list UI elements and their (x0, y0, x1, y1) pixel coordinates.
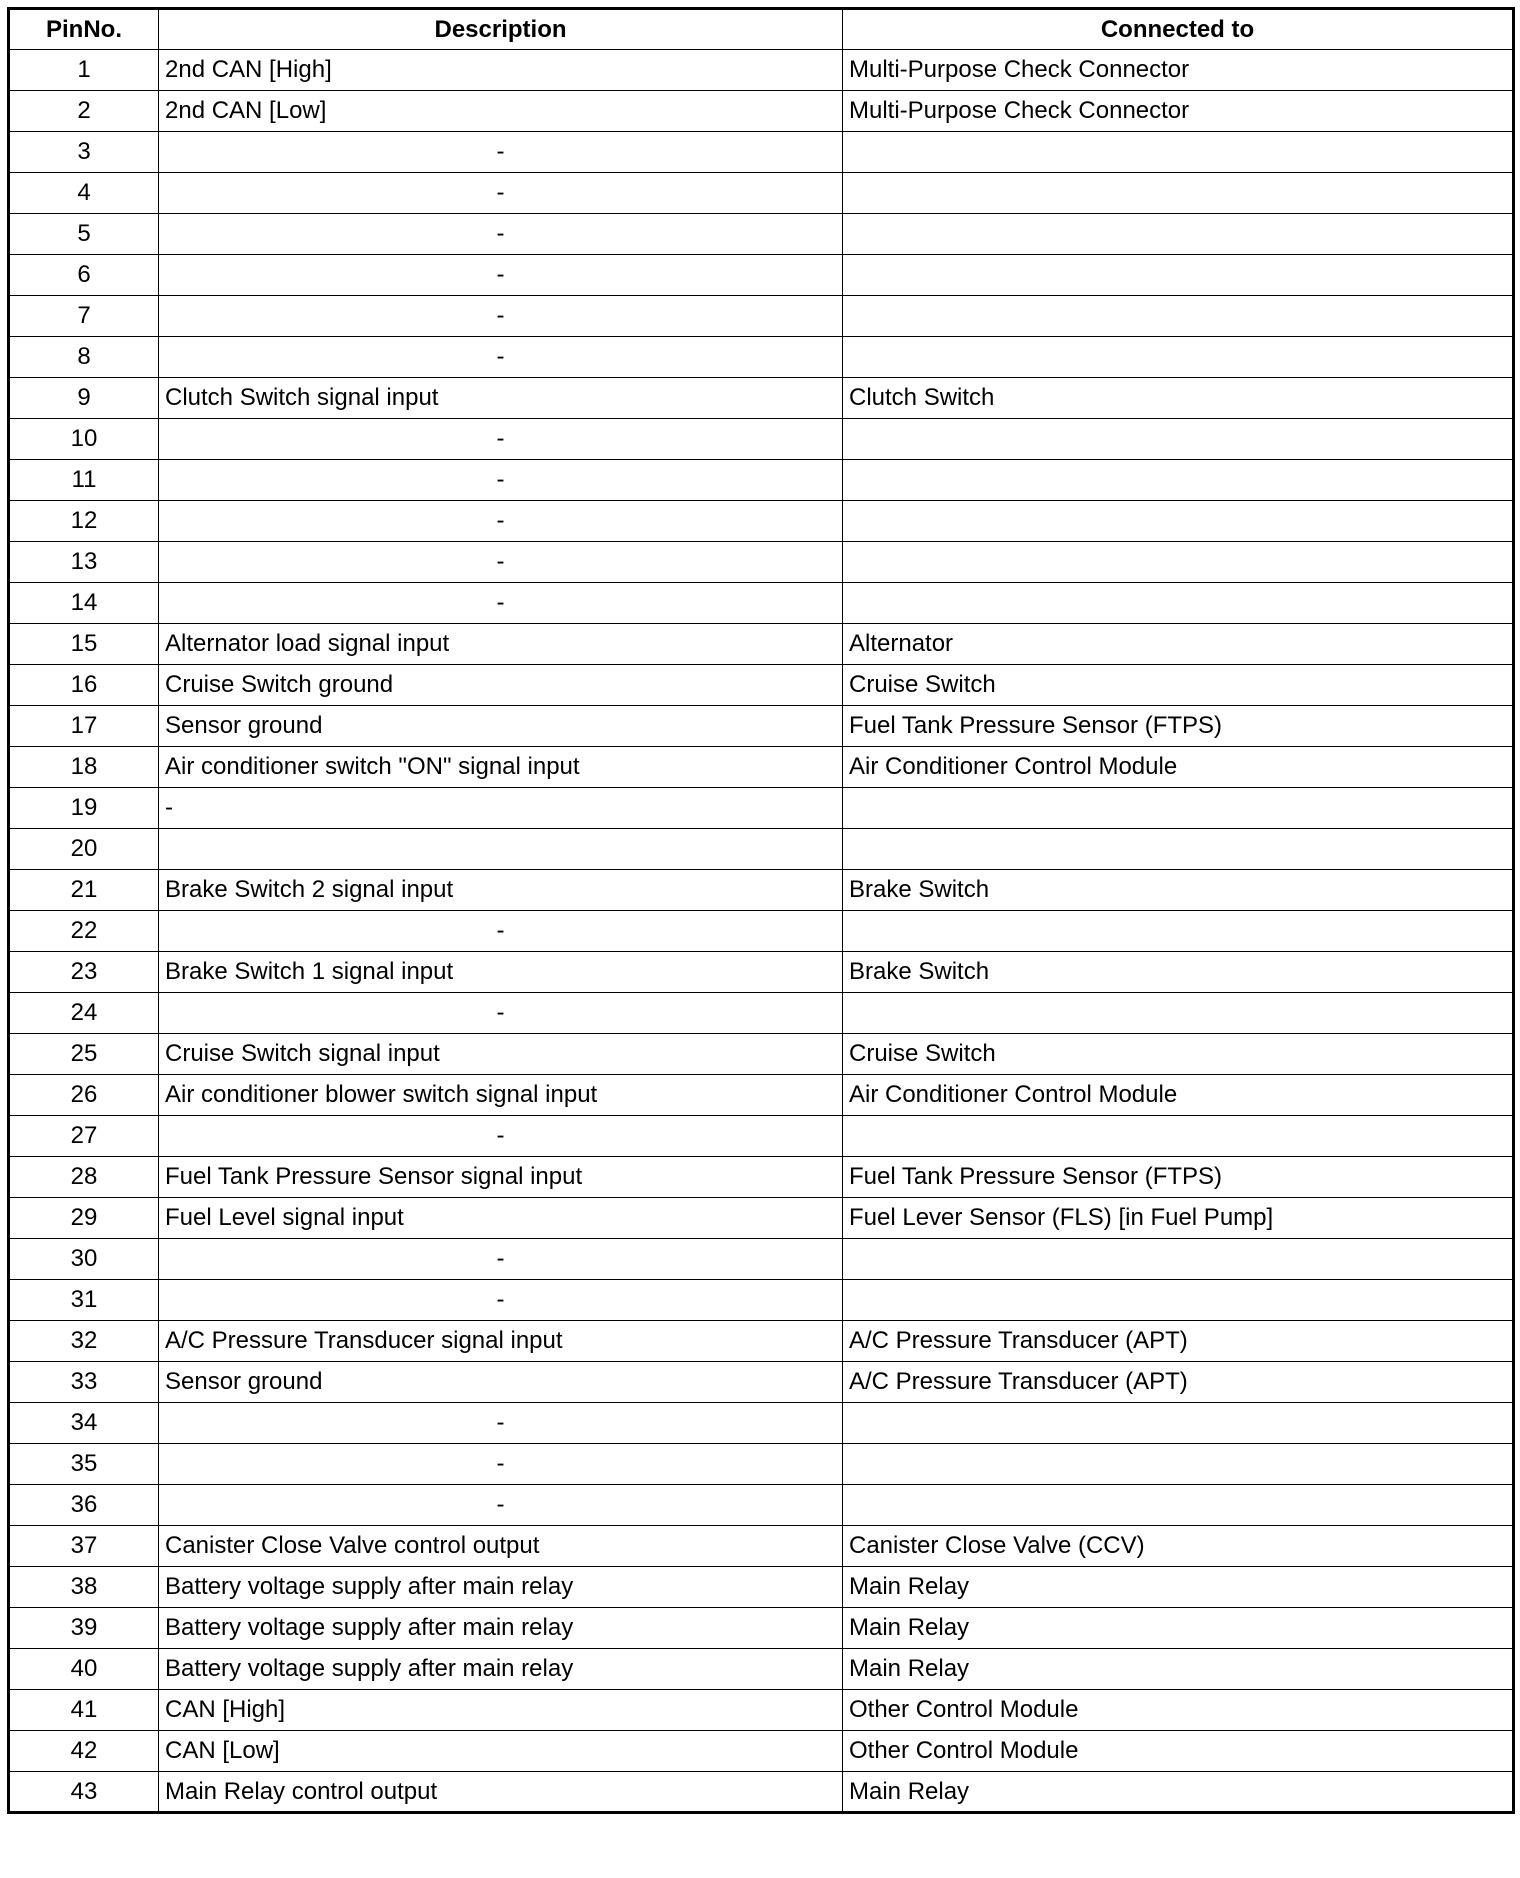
description-cell: - (159, 1116, 843, 1157)
pin-number-cell: 19 (9, 788, 159, 829)
description-cell: - (159, 132, 843, 173)
connected-to-cell: Cruise Switch (843, 1034, 1514, 1075)
table-row (9, 1649, 1514, 1690)
pin-number-cell: 24 (9, 993, 159, 1034)
pin-number-cell: 26 (9, 1075, 159, 1116)
pin-number-cell: 41 (9, 1690, 159, 1731)
connected-to-cell (843, 501, 1514, 542)
table-row (9, 1239, 1514, 1280)
pin-number-cell: 43 (9, 1772, 159, 1813)
connected-to-cell (843, 214, 1514, 255)
description-cell: - (159, 460, 843, 501)
pin-table-sheet (7, 7, 1512, 1814)
description-cell: 2nd CAN [High] (159, 50, 843, 91)
connected-to-cell (843, 788, 1514, 829)
pin-number-cell: 37 (9, 1526, 159, 1567)
pin-number-cell: 29 (9, 1198, 159, 1239)
pin-number-cell: 17 (9, 706, 159, 747)
description-cell: Clutch Switch signal input (159, 378, 843, 419)
pin-number-cell: 38 (9, 1567, 159, 1608)
description-cell: - (159, 1403, 843, 1444)
table-row (9, 1362, 1514, 1403)
pin-number-cell: 3 (9, 132, 159, 173)
header-connected-to: Connected to (843, 9, 1514, 50)
pin-number-cell: 39 (9, 1608, 159, 1649)
connected-to-cell: Other Control Module (843, 1731, 1514, 1772)
description-cell: - (159, 788, 843, 829)
table-row (9, 378, 1514, 419)
table-row (9, 870, 1514, 911)
pin-number-cell: 2 (9, 91, 159, 132)
description-cell: Air conditioner switch "ON" signal input (159, 747, 843, 788)
description-cell: - (159, 337, 843, 378)
connected-to-cell: Brake Switch (843, 870, 1514, 911)
pin-number-cell: 30 (9, 1239, 159, 1280)
table-row (9, 1075, 1514, 1116)
description-cell: Canister Close Valve control output (159, 1526, 843, 1567)
connected-to-cell (843, 583, 1514, 624)
table-row (9, 1608, 1514, 1649)
pin-number-cell: 42 (9, 1731, 159, 1772)
table-row (9, 665, 1514, 706)
pin-number-cell: 16 (9, 665, 159, 706)
table-row (9, 1280, 1514, 1321)
connected-to-cell (843, 1444, 1514, 1485)
table-row (9, 583, 1514, 624)
pin-number-cell: 34 (9, 1403, 159, 1444)
description-cell: Sensor ground (159, 706, 843, 747)
table-row (9, 173, 1514, 214)
connected-to-cell (843, 460, 1514, 501)
description-cell: Cruise Switch ground (159, 665, 843, 706)
table-row (9, 1526, 1514, 1567)
pin-number-cell: 14 (9, 583, 159, 624)
table-header-row (9, 9, 1514, 50)
description-cell: Sensor ground (159, 1362, 843, 1403)
description-cell: - (159, 583, 843, 624)
table-row (9, 1731, 1514, 1772)
description-cell: Cruise Switch signal input (159, 1034, 843, 1075)
pin-number-cell: 27 (9, 1116, 159, 1157)
table-row (9, 1157, 1514, 1198)
connected-to-cell: Fuel Tank Pressure Sensor (FTPS) (843, 1157, 1514, 1198)
table-row (9, 1567, 1514, 1608)
pin-number-cell: 32 (9, 1321, 159, 1362)
pin-description-table (7, 7, 1515, 1814)
pin-number-cell: 6 (9, 255, 159, 296)
description-cell: - (159, 214, 843, 255)
pin-number-cell: 22 (9, 911, 159, 952)
connected-to-cell: Main Relay (843, 1772, 1514, 1813)
table-row (9, 952, 1514, 993)
description-cell: CAN [Low] (159, 1731, 843, 1772)
table-row (9, 1403, 1514, 1444)
pin-number-cell: 21 (9, 870, 159, 911)
connected-to-cell (843, 419, 1514, 460)
description-cell: - (159, 993, 843, 1034)
connected-to-cell: Air Conditioner Control Module (843, 1075, 1514, 1116)
description-cell: - (159, 1485, 843, 1526)
pin-number-cell: 25 (9, 1034, 159, 1075)
description-cell: - (159, 1239, 843, 1280)
connected-to-cell: Air Conditioner Control Module (843, 747, 1514, 788)
description-cell: Alternator load signal input (159, 624, 843, 665)
table-row (9, 1444, 1514, 1485)
description-cell: - (159, 173, 843, 214)
connected-to-cell: Main Relay (843, 1567, 1514, 1608)
pin-number-cell: 12 (9, 501, 159, 542)
table-row (9, 993, 1514, 1034)
pin-number-cell: 7 (9, 296, 159, 337)
connected-to-cell (843, 173, 1514, 214)
pin-number-cell: 13 (9, 542, 159, 583)
connected-to-cell: Brake Switch (843, 952, 1514, 993)
table-row (9, 747, 1514, 788)
table-row (9, 337, 1514, 378)
connected-to-cell: Other Control Module (843, 1690, 1514, 1731)
pin-number-cell: 9 (9, 378, 159, 419)
description-cell: - (159, 296, 843, 337)
table-row (9, 214, 1514, 255)
description-cell: - (159, 255, 843, 296)
pin-number-cell: 35 (9, 1444, 159, 1485)
header-description: Description (159, 9, 843, 50)
table-row (9, 419, 1514, 460)
table-row (9, 1198, 1514, 1239)
description-cell: CAN [High] (159, 1690, 843, 1731)
table-row (9, 706, 1514, 747)
connected-to-cell (843, 255, 1514, 296)
table-row (9, 1485, 1514, 1526)
description-cell: Battery voltage supply after main relay (159, 1608, 843, 1649)
table-row (9, 624, 1514, 665)
table-row (9, 50, 1514, 91)
connected-to-cell (843, 296, 1514, 337)
connected-to-cell (843, 1239, 1514, 1280)
connected-to-cell: Multi-Purpose Check Connector (843, 91, 1514, 132)
pin-number-cell: 23 (9, 952, 159, 993)
connected-to-cell (843, 1485, 1514, 1526)
description-cell: - (159, 1280, 843, 1321)
pin-number-cell: 1 (9, 50, 159, 91)
connected-to-cell: Fuel Tank Pressure Sensor (FTPS) (843, 706, 1514, 747)
description-cell: Brake Switch 2 signal input (159, 870, 843, 911)
pin-number-cell: 8 (9, 337, 159, 378)
pin-number-cell: 33 (9, 1362, 159, 1403)
table-row (9, 132, 1514, 173)
description-cell: 2nd CAN [Low] (159, 91, 843, 132)
description-cell: Battery voltage supply after main relay (159, 1649, 843, 1690)
connected-to-cell: Clutch Switch (843, 378, 1514, 419)
pin-number-cell: 40 (9, 1649, 159, 1690)
description-cell: Main Relay control output (159, 1772, 843, 1813)
connected-to-cell: A/C Pressure Transducer (APT) (843, 1321, 1514, 1362)
table-row (9, 501, 1514, 542)
connected-to-cell (843, 337, 1514, 378)
pin-number-cell: 5 (9, 214, 159, 255)
table-row (9, 255, 1514, 296)
pin-number-cell: 36 (9, 1485, 159, 1526)
connected-to-cell (843, 1403, 1514, 1444)
connected-to-cell (843, 132, 1514, 173)
table-row (9, 1034, 1514, 1075)
description-cell: Brake Switch 1 signal input (159, 952, 843, 993)
pin-number-cell: 10 (9, 419, 159, 460)
table-row (9, 1321, 1514, 1362)
connected-to-cell: A/C Pressure Transducer (APT) (843, 1362, 1514, 1403)
description-cell: Battery voltage supply after main relay (159, 1567, 843, 1608)
description-cell (159, 829, 843, 870)
description-cell: Air conditioner blower switch signal input (159, 1075, 843, 1116)
connected-to-cell: Multi-Purpose Check Connector (843, 50, 1514, 91)
pin-number-cell: 20 (9, 829, 159, 870)
connected-to-cell: Fuel Lever Sensor (FLS) [in Fuel Pump] (843, 1198, 1514, 1239)
connected-to-cell (843, 911, 1514, 952)
pin-number-cell: 18 (9, 747, 159, 788)
connected-to-cell (843, 1280, 1514, 1321)
table-row (9, 296, 1514, 337)
connected-to-cell: Alternator (843, 624, 1514, 665)
connected-to-cell: Main Relay (843, 1608, 1514, 1649)
description-cell: - (159, 419, 843, 460)
description-cell: - (159, 501, 843, 542)
table-row (9, 788, 1514, 829)
table-row (9, 542, 1514, 583)
pin-number-cell: 28 (9, 1157, 159, 1198)
table-row (9, 911, 1514, 952)
connected-to-cell: Main Relay (843, 1649, 1514, 1690)
pin-number-cell: 11 (9, 460, 159, 501)
connected-to-cell: Canister Close Valve (CCV) (843, 1526, 1514, 1567)
description-cell: Fuel Level signal input (159, 1198, 843, 1239)
connected-to-cell (843, 829, 1514, 870)
table-row (9, 460, 1514, 501)
description-cell: A/C Pressure Transducer signal input (159, 1321, 843, 1362)
connected-to-cell (843, 1116, 1514, 1157)
table-row (9, 829, 1514, 870)
table-row (9, 1690, 1514, 1731)
table-body (9, 50, 1514, 1813)
description-cell: Fuel Tank Pressure Sensor signal input (159, 1157, 843, 1198)
connected-to-cell (843, 993, 1514, 1034)
description-cell: - (159, 542, 843, 583)
pin-number-cell: 31 (9, 1280, 159, 1321)
table-row (9, 91, 1514, 132)
header-pin-no: PinNo. (9, 9, 159, 50)
table-row (9, 1116, 1514, 1157)
table-row (9, 1772, 1514, 1813)
pin-number-cell: 15 (9, 624, 159, 665)
description-cell: - (159, 911, 843, 952)
connected-to-cell: Cruise Switch (843, 665, 1514, 706)
connected-to-cell (843, 542, 1514, 583)
pin-number-cell: 4 (9, 173, 159, 214)
description-cell: - (159, 1444, 843, 1485)
